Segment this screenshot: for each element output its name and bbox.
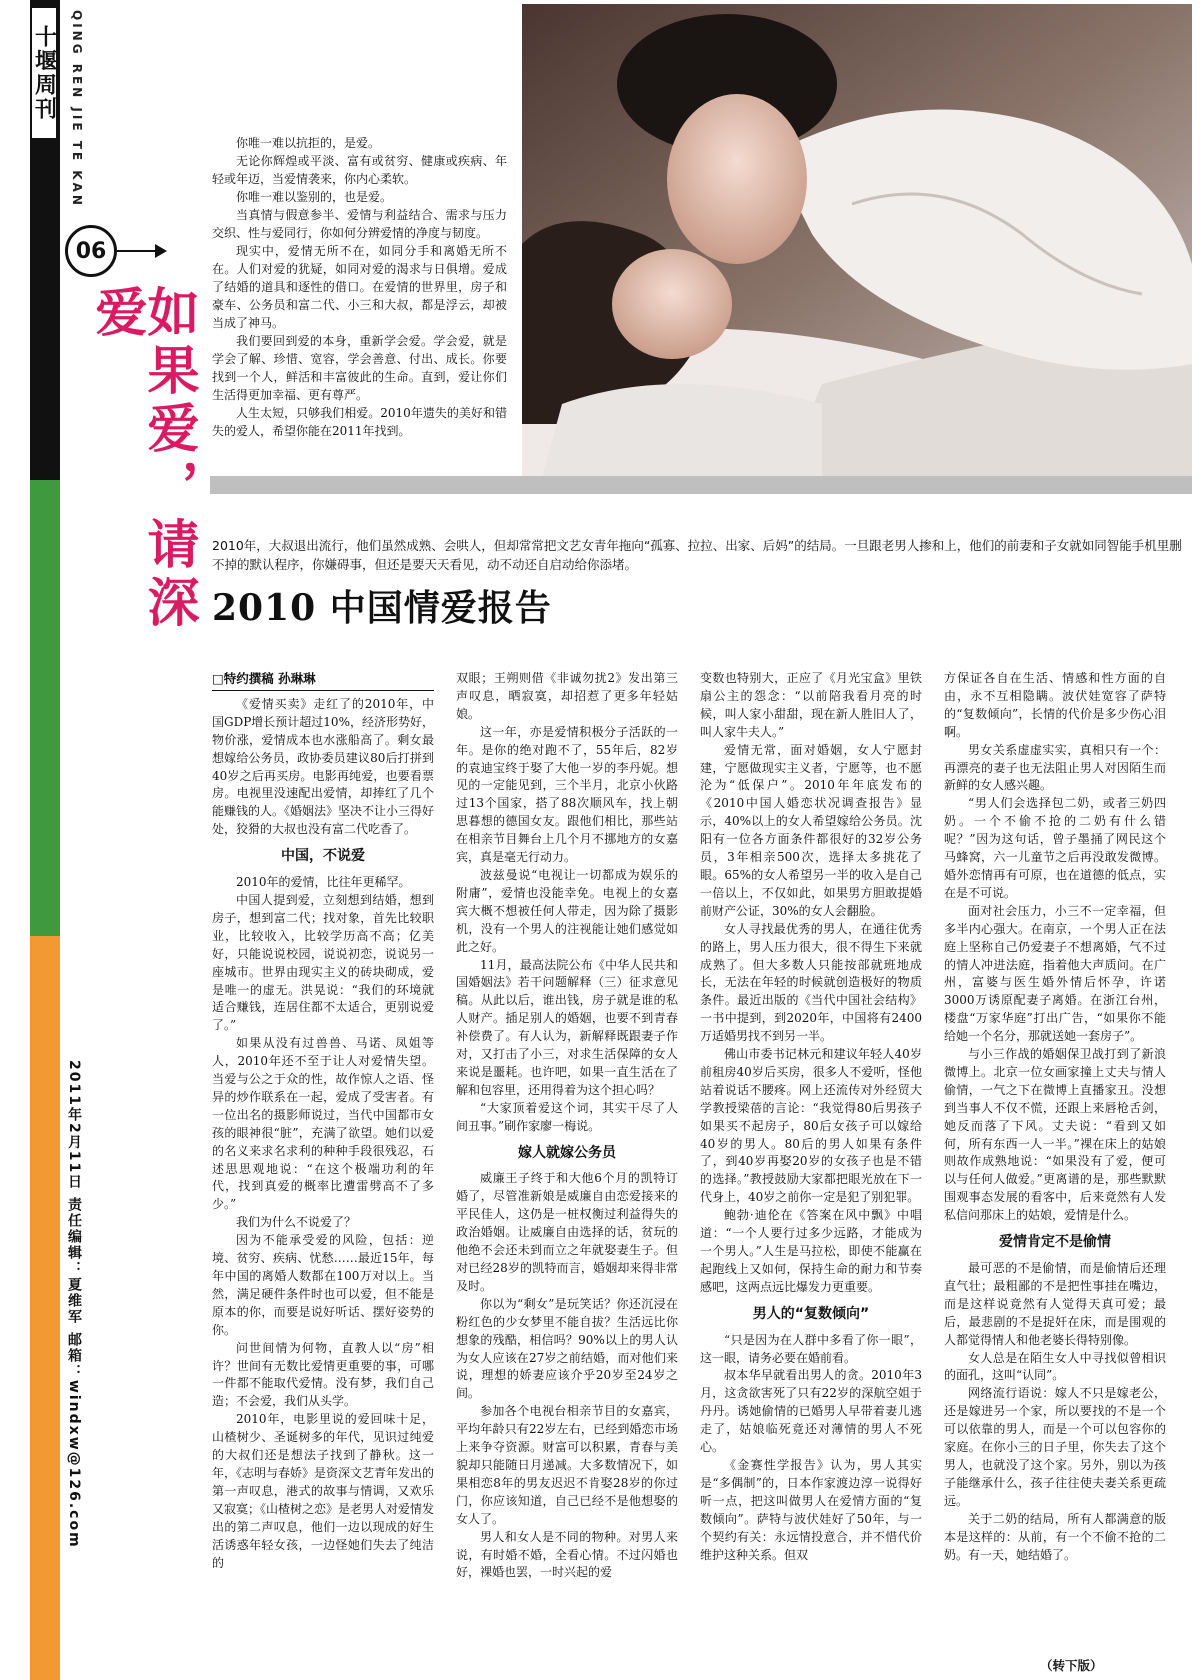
- continued-note: （转下版）: [1040, 1658, 1103, 1673]
- body-paragraph: 《金赛性学报告》认为，男人其实是“多偶制”的，日本作家渡边淳一说得好听一点，把这叫做男人在爱情方面的“复数倾向”。萨特与波伏娃好了50年，与一个契约有关：永远情投意合，并不惜代价维护这种关系。但双: [700, 1457, 922, 1562]
- body-paragraph: 你以为“剩女”是玩笑话？你还沉浸在粉红色的少女梦里不能自拔？生活远比你想象的残酷，相信吗？90%以上的男人认为女人应该在27岁之前结婚，而对他们来说，理想的娇妻应该介乎20岁至24岁之间。: [456, 1296, 678, 1401]
- sidebar-green-band: [30, 480, 60, 936]
- body-paragraph: 威廉王子终于和大他6个月的凯特订婚了，尽管准新娘是威廉自由恋爱接来的平民佳人，这仍是一桩权衡过利益得失的政治婚姻。让威廉自由选择的话，贫玩的他绝不会还未到而立之年就娶妻生子。但对已经28岁的凯特而言，婚姻却来得非常及时。: [456, 1171, 678, 1293]
- body-paragraph: “只是因为在人群中多看了你一眼”，这一眼，请务必要在婚前看。: [700, 1332, 922, 1365]
- body-paragraph: 佛山市委书记林元和建议年轻人40岁前租房40岁后买房，很多人不爱听，怪他站着说话不腰疼。网上还流传对外经贸大学教授梁蓓的言论：“我觉得80后男孩子如果买不起房子，80后女孩子可以嫁给40岁的男人。80后的男人如果有条件了，到40岁再娶20岁的女孩子也是不错的选择。”教授鼓励大家都把眼光放在下一代身上，40岁之前你一定是犯了别犯罪。: [700, 1047, 922, 1205]
- article-column-2: [456, 670, 678, 1582]
- intro-paragraph: 无论你辉煌或平淡、富有或贫穷、健康或疾病、年轻或年迈，当爱情袭来，你内心柔软。: [212, 154, 507, 186]
- article-column-3: [700, 670, 922, 1564]
- body-paragraph: 双眼；王朔则借《非诚勿扰2》发出第三声叹息，晒寂寞，却招惹了更多年轻姑娘。: [456, 671, 678, 721]
- page-number: 06: [65, 225, 117, 277]
- byline-rule: [212, 690, 434, 691]
- body-paragraph: 叔本华早就看出男人的贪。2010年3月，这贪欲害死了只有22岁的深航空姐于丹丹。诱她偷情的已婚男人早带着妻儿逃走了，姑娘临死竟还对薄情的男人不死心。: [700, 1368, 922, 1455]
- body-paragraph: 如果从没有过兽兽、马诺、凤姐等人，2010年还不至于让人对爱情失望。当爱与公之于众的性，故作惊人之语、怪异的炒作联系在一起，爱成了受害者。有一位出名的摄影师说过，当代中国都市女孩的眼神很“脏”，充满了欲望。她们以爱的名义来求名求利的种种手段很残忍，石述思思观地说：“在这个极端功利的年代，找到真爱的概率比遭雷劈高不了多少。”: [212, 1036, 434, 1212]
- section-subheading: 爱情肯定不是偷情: [999, 1234, 1111, 1251]
- body-paragraph: “男人们会选择包二奶，或者三奶四奶。一个不偷不抢的二奶有什么错呢？”因为这句话，曾子墨捅了网民这个马蜂窝，六一儿童节之后再没敢发微博。婚外恋情再有可原，也在道德的低点，实在是不可说。: [944, 796, 1166, 900]
- body-paragraph: 参加各个电视台相亲节目的女嘉宾，平均年龄只有22岁左右，已经到婚恋市场上来争夺资源。财富可以积累，青春与美貌却只能随日月递减。大多数情况下，如果相恋8年的男友迟迟不肯娶28岁的你过门，你应该知道，自己已经不是他想娶的女人了。: [456, 1404, 678, 1526]
- body-paragraph: 变数也特别大，正应了《月光宝盒》里铁扇公主的怨念：“以前陪我看月亮的时候，叫人家小甜甜，现在新人胜旧人了，叫人家牛夫人。”: [700, 671, 922, 739]
- body-paragraph: 面对社会压力，小三不一定幸福，但多半内心强大。在南京，一个男人正在法庭上坚称自己仍爱妻子不想离婚，气不过的情人冲进法庭，指着他大声质问。在广州，富婆与医生婚外情后怀孕，许诺3000万诱原配妻子离婚。在浙江台州，楼盘“万家华庭”打出广告，“如果你不能给她一个名分，那就送她一套房子”。: [944, 903, 1166, 1044]
- section-pinyin: QING REN JIE TE KAN: [70, 10, 84, 208]
- body-paragraph: 我们为什么不说爱了？: [236, 1215, 357, 1230]
- article-title: 2010 中国情爱报告: [212, 587, 552, 629]
- article-column-4: [944, 670, 1166, 1564]
- body-paragraph: 女人寻找最优秀的男人，在通往优秀的路上，男人压力很大，很不得生下来就成熟了。但大多数人只能按部就班地成长，无法在年轻的时候就创造极好的物质条件。最近出版的《当代中国社会结构》一书中提到，到2020年，中国将有2400万适婚男找不到另一半。: [700, 921, 922, 1044]
- publication-logo: 十堰周刊: [30, 6, 58, 140]
- body-paragraph: 关于二奶的结局，所有人都满意的版本是这样的：从前，有一个不偷不抢的二奶。有一天，她结婚了。: [944, 1511, 1166, 1562]
- body-paragraph: 方保证各自在生活、情感和性方面的自由，永不互相隐瞒。波伏娃宽容了萨特的“复数倾向”，长情的代价是多少伤心泪啊。: [944, 671, 1166, 739]
- section-subheading: 嫁人就嫁公务员: [518, 1144, 616, 1161]
- intro-paragraph: 你唯一难以抗拒的，是爱。: [236, 136, 381, 150]
- section-title: 如果爱，请深爱: [86, 285, 199, 633]
- body-paragraph: 中国人提到爱，立刻想到结婚，想到房子，想到富二代；找对象，首先比较职业，比较收入，比较学历高不高；亿美好，只能说说校园，说说初恋，说说另一座城市。世界由现实主义的砖块砌成，爱是唯一的虚无。洪晃说：“我们的环境就适合赚钱，连居住都不太适合，更别说爱了。”: [212, 892, 434, 1033]
- body-paragraph: 波兹曼说“电视让一切都成为娱乐的附庸”，爱情也没能幸免。电视上的女嘉宾大概不想被任何人带走，因为除了摄影机，没有一个男人的注视能让她们感觉如此之好。: [456, 867, 678, 954]
- photo-illustration: [522, 4, 1192, 478]
- article-column-1: [212, 670, 434, 1572]
- intro-text: [212, 134, 507, 440]
- body-paragraph: 因为不能承受爱的风险，包括：逆境、贫穷、疾病、忧愁……最近15年，每年中国的离婚人数都在100万对以上。当然，满足硬件条件时也可以爱，但不能是原本的你，而要是说好听话、摆好姿势的你。: [212, 1233, 434, 1337]
- body-paragraph: 与小三作战的婚姻保卫战打到了新浪微博上。北京一位女画家撞上丈夫与情人偷情，一气之下在微博上直播家丑。没想到当事人不仅不慌，还跟上来唇枪舌剑，她反而落了下风。丈夫说：“看到又如何，所有东西一人一半。”裸在床上的姑娘则故作成熟地说：“如果没有了爱，便可以与任何人做爱。”更离谱的是，那些默默围观事态发展的看客中，后来竟然有人发私信问那床上的姑娘，爱情是什么。: [944, 1047, 1166, 1223]
- section-subheading: 男人的“复数倾向”: [752, 1305, 870, 1322]
- intro-paragraph: 你唯一难以鉴别的，也是爱。: [236, 190, 393, 204]
- intro-paragraph: 人生太短，只够我们相爱。2010年遗失的美好和错失的爱人，希望你能在2011年找到。: [212, 406, 507, 438]
- issue-date-editor: 2011年2月11日 责任编辑：夏维军 邮箱：windxw@126.com: [66, 1060, 82, 1549]
- lead-paragraph: 2010年，大叔退出流行，他们虽然成熟、会哄人，但却常常把文艺女青年拖向“孤寡、拉拉、出家、后妈”的结局。一旦跟老男人掺和上，他们的前妻和子女就如同智能手机里删不掉的默认程序，你嫌碍事，但还是要天天看见，动不动还自启动给你添堵。: [212, 538, 1182, 572]
- body-paragraph: 爱情无常，面对婚姻，女人宁愿封建，宁愿做现实主义者，宁愿等，也不愿沦为“低保户”。2010年年底发布的《2010中国人婚恋状况调查报告》显示，40%以上的女人希望嫁给公务员。沈阳有一位各方面条件都很好的32岁公务员，3年相亲500次，选择太多挑花了眼。65%的女人希望另一半的收入是自己一倍以上，不仅如此，如果男方胆敢提婚前财产公证，30%的女人会翻脸。: [700, 742, 922, 918]
- intro-paragraph: 我们要回到爱的本身，重新学会爱。学会爱，就是学会了解、珍惜、宽容，学会善意、付出、成长。你要找到一个人，鲜活和丰富彼此的生命。直到，爱让你们生活得更加幸福、更有尊严。: [212, 334, 507, 402]
- body-paragraph: 这一年，亦是爱情积极分子活跃的一年。是你的绝对跑不了，55年后，82岁的袁迪宝终于娶了大他一岁的李丹妮。想见的一定能见到，三个半月，北京小伙路过13个国家，搭了88次顺风车，找上朝思暮想的德国女友。跟他们相比，那些站在相亲节目舞台上几个月不挪地方的女嘉宾，真是毫无行动力。: [456, 724, 678, 865]
- body-paragraph: 《爱情买卖》走红了的2010年，中国GDP增长预计超过10%，经济形势好，物价涨，爱情成本也水涨船高了。剩女最想嫁给公务员，政协委员建议80后打拼到40岁之后再买房。电影再纯爱，也要看票房。电视里没速配出爱情，却捧红了几个能赚钱的人。《婚姻法》坚决不让小三得好处，狡猾的大叔也没有富二代吃香了。: [212, 696, 435, 837]
- arrow-line: [117, 250, 157, 252]
- body-paragraph: 11月，最高法院公布《中华人民共和国婚姻法》若干问题解释（三）征求意见稿。从此以后，谁出钱，房子就是谁的私人财产。插足别人的婚姻，也要不到青春补偿费了。有人认为，新解释既跟妻子作对，又打击了小三，对求生活保障的女人来说是噩耗。也许吧，如果一直生活在了解和包容里，还用得着为这个担心吗？: [456, 957, 678, 1097]
- body-paragraph: 网络流行语说：嫁人不只是嫁老公，还是嫁进另一个家，所以要找的不是一个可以依靠的男人，而是一个可以包容你的家庭。在你小三的日子里，你失去了这个男人，也就没了这个家。另外，别以为孩子能继承什么，孩子往往使夫妻关系更疏远。: [944, 1386, 1166, 1508]
- intro-paragraph: 当真情与假意参半、爱情与利益结合、需求与压力交织、性与爱同行，你如何分辨爱情的净度与韧度。: [212, 208, 507, 240]
- section-subheading: 中国，不说爱: [281, 848, 365, 865]
- body-paragraph: 2010年的爱情，比往年更稀罕。: [236, 875, 411, 890]
- couple-kissing-photo: [522, 4, 1192, 478]
- body-paragraph: 鲍勃·迪伦在《答案在风中飘》中唱道：“一个人要行过多少远路，才能成为一个男人。”人生是马拉松，即使不能赢在起跑线上又如何，保持生命的耐力和节奏感吧，这两点远比爆发力更重要。: [700, 1208, 922, 1294]
- sidebar-orange-band: [30, 936, 60, 1680]
- body-paragraph: 男女关系虚虚实实，真相只有一个：再漂亮的妻子也无法阻止男人对因陌生而新鲜的女人感兴趣。: [944, 742, 1166, 793]
- gray-divider-bar: [210, 476, 1192, 494]
- arrow-right-icon: [155, 244, 167, 258]
- byline: □特约撰稿 孙琳琳: [212, 671, 316, 686]
- intro-paragraph: 现实中，爱情无所不在，如同分手和离婚无所不在。人们对爱的犹疑，如同对爱的渴求与日俱增。爱成了结婚的道具和逐性的借口。在爱情的世界里，房子和豪车、公务员和富二代、小三和大叔，都是浮云，却被当成了神马。: [212, 244, 507, 330]
- body-paragraph: 问世间情为何物，直教人以“房”相许？世间有无数比爱情更重要的事，可哪一件都不能取代爱情。没有梦，我们自己造；不会爱，我们从头学。: [212, 1340, 434, 1409]
- body-paragraph: “大家顶着爱这个词，其实干尽了人间丑事。”刷作家廖一梅说。: [456, 1100, 678, 1133]
- body-paragraph: 2010年，电影里说的爱回味十足，山楂树少、圣诞树多的年代，见识过纯爱的大叔们还是想法子找到了静秋。这一年，《志明与春娇》是资深文艺青年发出的第一声叹息，港式的故事与情调，又欢乐又寂寞；《山楂树之恋》是老男人对爱情发出的第二声叹息，他们一边以现成的好生活诱惑年轻女孩，一边怪她们失去了纯洁的: [212, 1412, 435, 1570]
- body-paragraph: 最可恶的不是偷情，而是偷情后还理直气壮；最粗鄙的不是把性事挂在嘴边，而是这样说竟然有人觉得天真可爱；最后，最悲剧的不是捉奸在床，而是围观的人都觉得情人和他老婆长得特别像。: [944, 1261, 1166, 1347]
- body-paragraph: 女人总是在陌生女人中寻找似曾相识的面孔，这叫“认同”。: [944, 1350, 1166, 1383]
- body-paragraph: 男人和女人是不同的物种。对男人来说，有时婚不婚，全看心情。不过闪婚也好，裸婚也罢，一时兴起的爱: [456, 1529, 678, 1580]
